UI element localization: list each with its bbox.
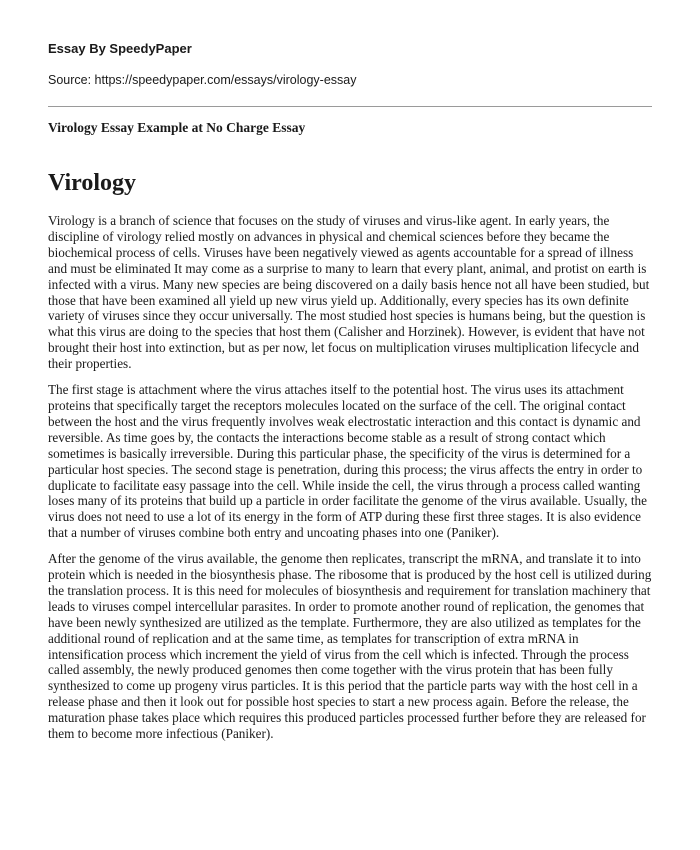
document-page [48, 40, 652, 752]
divider [48, 106, 652, 107]
essay-body [48, 213, 652, 742]
paragraph-3: After the genome of the virus available, the genome then replicates, transcript the mRNA, and translate it to into protein which is needed in the biosynthesis phase. The ribosome that is produced by the host cell is utilized during the translation process. It is this need for molecules of biosynthesis and requirement for translation machinery that leads to viruses compel intercellular parasites. In order to promote another round of replication, the genomes that have been newly synthesized are utilized as the template. Furthermore, they are also utilized as templates for the additional round of replication and at the same time, as templates for transcription of extra mRNA in intensification process which increment the yield of virus from the cell which is infected. Through the process called assembly, the newly produced genomes then come together with the virus protein that has been fully synthesized to come up progeny virus particles. It is this period that the particle parts way with the host cell in a release phase and then it look out for possible host species to start a new process again. Before the release, the maturation phase takes place which requires this produced particles processed further before they are released for them to become more infectious (Paniker). [48, 551, 652, 742]
source-line: Source: https://speedypaper.com/essays/virology-essay [48, 73, 357, 87]
page-heading: Virology [48, 170, 136, 196]
paragraph-2: The first stage is attachment where the virus attaches itself to the potential host. The virus uses its attachment proteins that specifically target the receptors molecules located on the surface of the cell. The original contact between the host and the virus frequently involves weak electrostatic interaction and this contact is dynamic and reversible. As time goes by, the contacts the interactions become stable as a result of strong contact which sometimes is basically irreversible. During this particular phase, the specificity of the virus is determined for a particular host species. The second stage is penetration, during this process; the virus affects the entry in order to duplicate to facilitate easy passage into the cell. While inside the cell, the virus through a process called wanting loses many of its proteins that build up a particle in order facilitate the genome of the virus available. Usually, the virus does not need to use a lot of its energy in the form of ATP during these first three stages. It is also evidence that a number of viruses combine both entry and uncoating phases into one (Paniker). [48, 382, 648, 541]
brand-title: Essay By SpeedyPaper [48, 41, 192, 56]
essay-title: Virology Essay Example at No Charge Essay [48, 120, 306, 135]
paragraph-1: Virology is a branch of science that focuses on the study of viruses and virus-like agent. In early years, the discipline of virology relied mostly on advances in physical and chemical sciences before they became the biochemical process of cells. Viruses have been negatively viewed as agents accountable for a spread of illness and must be eliminated It may come as a surprise to many to learn that every plant, animal, and protist on earth is infected with a virus. Many new species are being discovered on a daily basis hence not all have been studied, but those that have been examined all yield up new virus yield up. Additionally, every species has its own definite variety of viruses since they occur universally. The most studied host species is humans being, but the question is what this virus are doing to the species that host them (Calisher and Horzinek). However, is evident that have not brought their host into extinction, but as per now, let focus on multiplication viruses multiplication lifecycle and their properties. [48, 213, 650, 372]
